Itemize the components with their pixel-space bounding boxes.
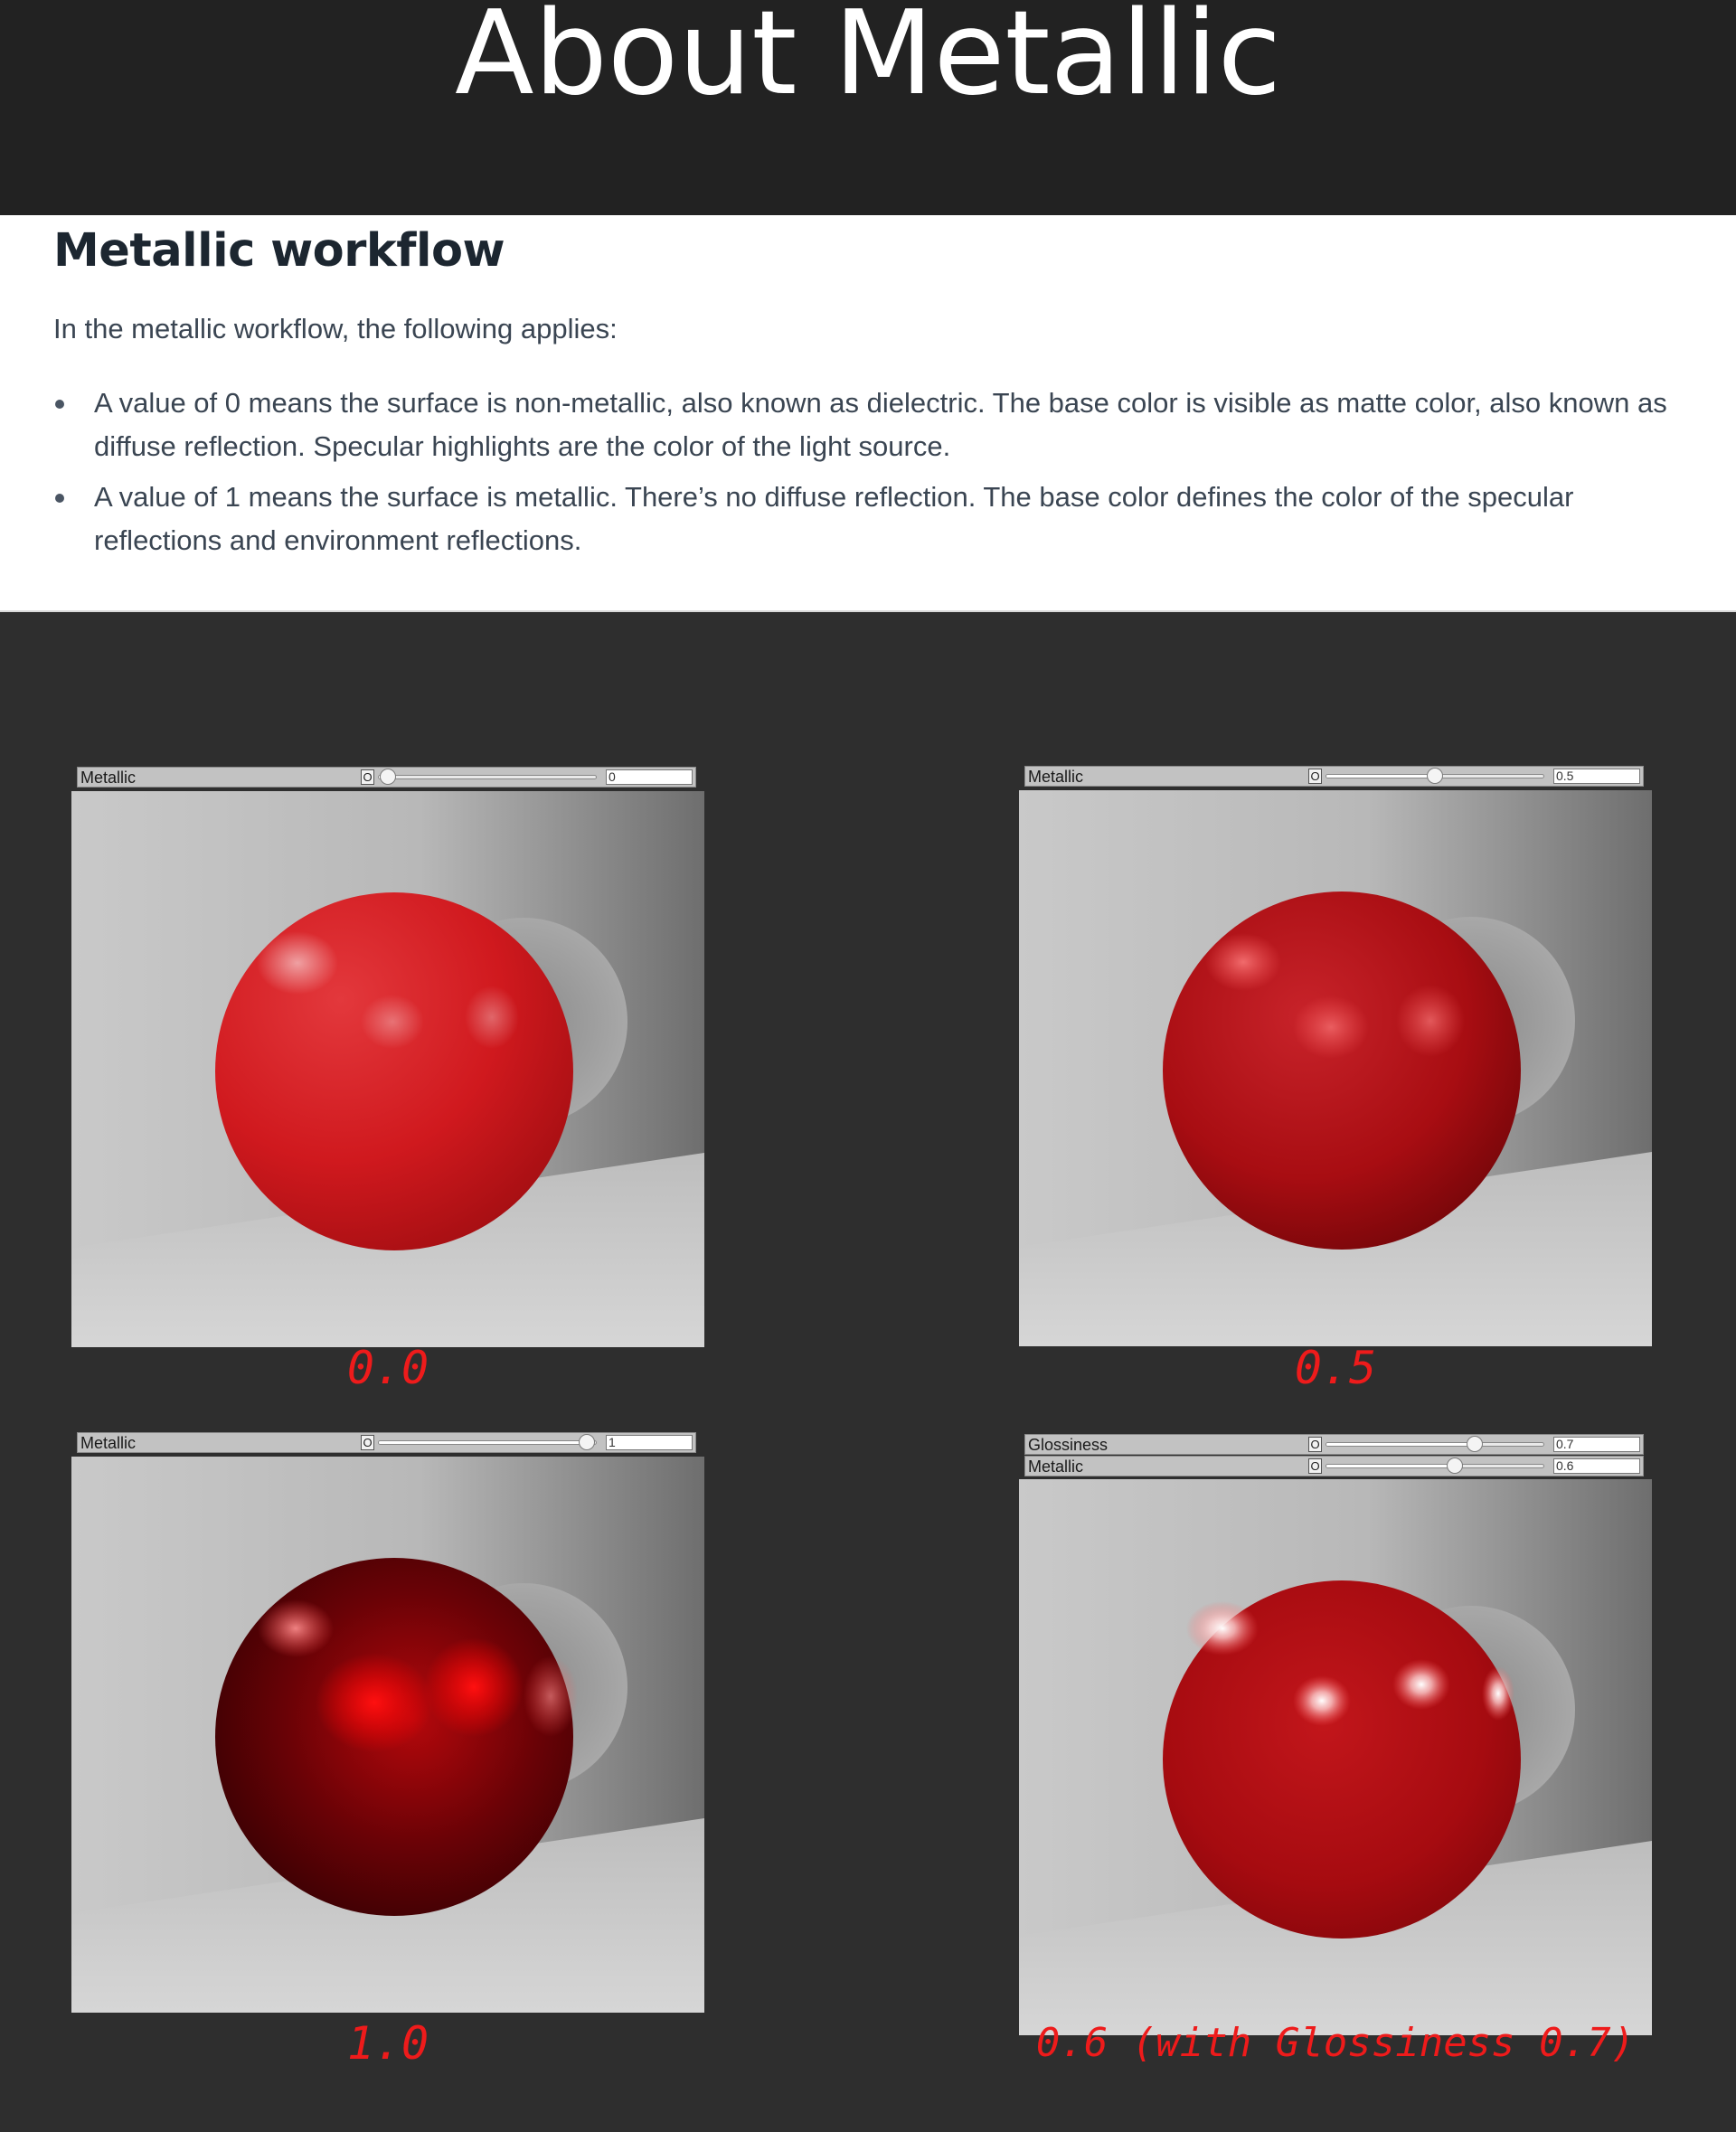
slider-thumb[interactable] (380, 769, 396, 785)
metallic-glossiness-panel (1019, 1430, 1652, 2081)
bullet-text: A value of 1 means the surface is metallic. There’s no diffuse reflection. The base color defines the color of the specular reflections and environment reflections. (94, 481, 1574, 556)
sphere-render (71, 1457, 704, 2013)
list-item (53, 476, 1699, 562)
metallic-slider[interactable] (1326, 1464, 1544, 1468)
bullet-list (53, 382, 1699, 570)
slider-thumb[interactable] (1447, 1457, 1463, 1474)
property-row-metallic (1024, 1456, 1644, 1476)
sphere-render (1019, 790, 1652, 1346)
bullet-text: A value of 0 means the surface is non-metallic, also known as dielectric. The base color is visible as matte color, also known as diffuse reflection. Specular highlights are the color of the light source. (94, 387, 1667, 462)
metallic-slider[interactable] (1326, 774, 1544, 778)
override-toggle[interactable]: O (361, 769, 374, 785)
doc-section (0, 215, 1736, 612)
metallic-panel-0-5 (1019, 764, 1652, 1397)
slider-thumb[interactable] (1427, 768, 1443, 784)
property-label: Metallic (1028, 768, 1084, 786)
override-toggle[interactable]: O (1308, 769, 1322, 784)
sphere-render (71, 791, 704, 1347)
list-item (53, 382, 1699, 468)
override-toggle[interactable]: O (1308, 1437, 1322, 1452)
value-field[interactable]: 1 (606, 1435, 693, 1450)
metallic-panel-1 (71, 1430, 704, 2081)
metallic-slider[interactable] (378, 775, 597, 779)
panel-caption: 0.5 (1294, 1342, 1377, 1394)
value-field[interactable]: 0.6 (1553, 1458, 1640, 1474)
metallic-slider[interactable] (378, 1440, 597, 1445)
property-label: Glossiness (1028, 1436, 1109, 1454)
bullet-icon (55, 400, 64, 409)
value-field[interactable]: 0 (606, 769, 693, 785)
intro-text: In the metallic workflow, the following applies: (53, 313, 618, 344)
panel-caption: 0.0 (346, 1342, 429, 1394)
page-title: About Metallic (455, 0, 1281, 121)
slider-fill (379, 1441, 587, 1444)
slider-fill (1326, 1465, 1455, 1467)
override-toggle[interactable]: O (361, 1435, 374, 1450)
value-field[interactable]: 0.7 (1553, 1437, 1640, 1452)
property-row-metallic (77, 767, 696, 788)
property-label: Metallic (1028, 1457, 1084, 1476)
panel-caption: 1.0 (346, 2017, 429, 2070)
metallic-panel-0 (71, 764, 704, 1397)
sphere-render (1019, 1479, 1652, 2035)
property-row-glossiness (1024, 1434, 1644, 1455)
slider-thumb[interactable] (1467, 1436, 1483, 1452)
panel-caption: 0.6 (with Glossiness 0.7) (1035, 2020, 1636, 2066)
bullet-icon (55, 494, 64, 503)
render-preview (1019, 1479, 1652, 2035)
slider-fill (1326, 1443, 1475, 1446)
property-row-metallic (77, 1432, 696, 1453)
render-preview (71, 791, 704, 1347)
slider-fill (1326, 775, 1435, 778)
value-field[interactable]: 0.5 (1553, 769, 1640, 784)
property-label: Metallic (80, 1434, 137, 1452)
render-preview (71, 1457, 704, 2013)
property-row-metallic (1024, 766, 1644, 787)
slider-thumb[interactable] (579, 1434, 595, 1450)
render-preview (1019, 790, 1652, 1346)
property-label: Metallic (80, 769, 137, 787)
section-heading: Metallic workflow (53, 224, 505, 278)
header-banner (0, 0, 1736, 215)
glossiness-slider[interactable] (1326, 1442, 1544, 1447)
override-toggle[interactable]: O (1308, 1458, 1322, 1474)
